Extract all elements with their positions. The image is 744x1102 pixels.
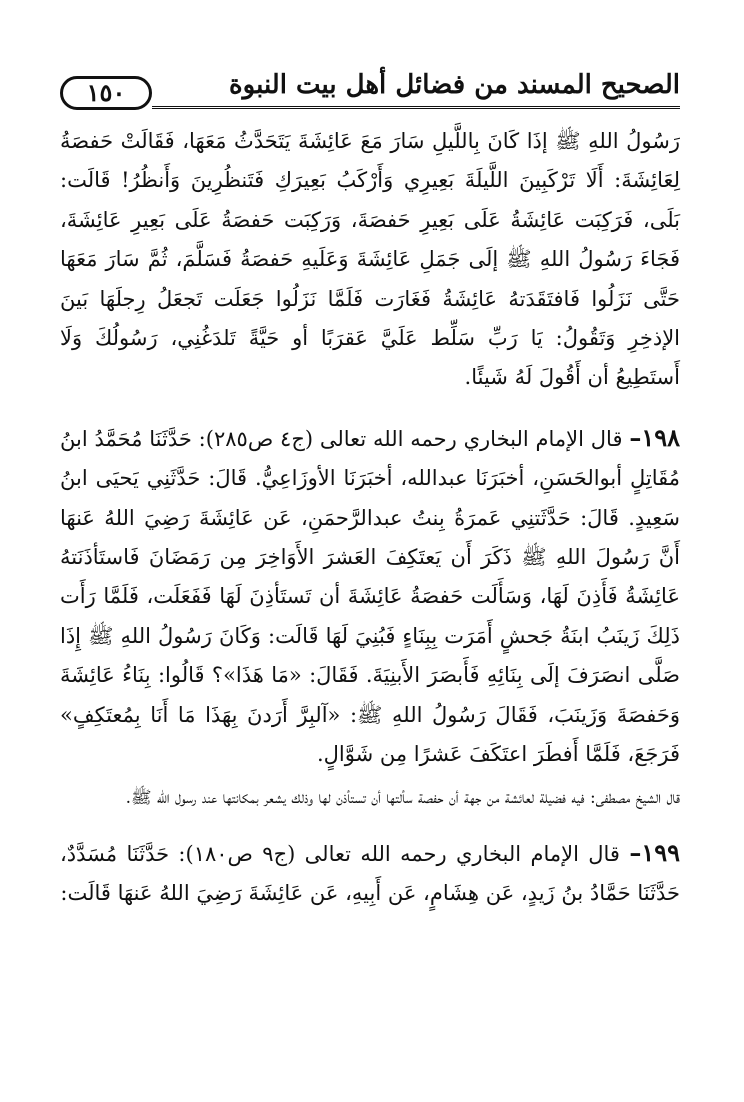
hadith-continuation: رَسُولُ اللهِ ﷺ إذَا كَانَ بِاللَّيلِ سَارَ مَعَ عَائِشَةَ يَتَحَدَّثُ مَعَهَا، فَقَالَتْ حَفصَةُ لِعَائِشَةَ: أَلَا تَرْكَبِينَ اللَّيلَةَ بَعِيرِي وَأَرْكَبُ بَعِيرَكِ فَتَنظُرِينَ وَأَنظُرُ! قَالَت: بَلَى، فَرَكِبَت عَائِشَةُ عَلَى بَعِيرِ حَفصَةَ، وَرَكِبَت حَفصَةُ عَلَى بَعِيرِ عَائِشَةَ، فَجَاءَ رَسُولُ اللهِ ﷺ إلَى جَمَلِ عَائِشَةَ وَعَلَيهِ حَفصَةُ فَسَلَّمَ، ثُمَّ سَارَ مَعَهَا حَتَّى نَزَلُوا فَافتَقَدَتهُ عَائِشَةُ فَغَارَت فَلَمَّا نَزَلُوا جَعَلَت تَجعَلُ رِجلَهَا بَينَ الإذخِرِ وَتَقُولُ: يَا رَبِّ سَلِّط عَلَيَّ عَقرَبًا أو حَيَّةً تَلدَغُنِي، رَسُولُكَ وَلَا أَستَطِيعُ أن أَقُولَ لَهُ شَيئًا. xyxy=(60,129,680,390)
book-title: الصحيح المسند من فضائل أهل بيت النبوة xyxy=(229,70,680,100)
hadith-text: قال الإمام البخاري رحمه الله تعالى (ج٤ ص٢٨٥): حَدَّثَنَا مُحَمَّدُ ابنُ مُقَاتِلٍ أبوالحَسَنِ، أخبَرَنَا عبدالله، أخبَرَنَا الأوزَاعِيُّ. قَالَ: حَدَّثَنِي يَحيَى ابنُ سَعِيدٍ. قَالَ: حَدَّثَتنِي عَمرَةُ بِنتُ عبدالرَّحمَنِ، عَن عَائِشَةَ رَضِيَ اللهُ عَنهَا أَنَّ رَسُولَ اللهِ ﷺ ذَكَرَ أَن يَعتَكِفَ العَشرَ الأَوَاخِرَ مِن رَمَضَانَ فَاستَأذَنَتهُ عَائِشَةُ فَأَذِنَ لَهَا، وَسَأَلَت حَفصَةُ عَائِشَةَ أن تَستَأذِنَ لَهَا فَفَعَلَت، فَلَمَّا رَأَت ذَلِكَ زَينَبُ ابنَةُ جَحشٍ أَمَرَت بِبِنَاءٍ فَبُنِيَ لَهَا قَالَت: وَكَانَ رَسُولُ اللهِ ﷺ إِذَا صَلَّى انصَرَفَ إلَى بِنَائِهِ فَأَبصَرَ الأَبنِيَةَ. فَقَالَ: «مَا هَذَا»؟ قَالُوا: بِنَاءُ عَائِشَةَ وَحَفصَةَ وَزَينَبَ، فَقَالَ رَسُولُ اللهِ ﷺ: «آلبِرَّ أَرَدنَ بِهَذَا مَا أَنَا بِمُعتَكِفٍ» فَرَجَعَ، فَلَمَّا أَفطَرَ اعتَكَفَ عَشرًا مِن شَوَّالٍ. xyxy=(60,426,680,767)
page-body xyxy=(60,122,680,913)
commentary-note: قال الشيخ مصطفى: فيه فضيلة لعائشة من جهة أن حفصة سألتها أن تستأذن لها وذلك يشعر بمكانتها عند رسول الله ﷺ. xyxy=(125,787,680,808)
header-divider xyxy=(152,106,680,109)
hadith-199 xyxy=(60,833,680,914)
hadith-number: ١٩٨– xyxy=(629,422,680,452)
hadith-text: قال الإمام البخاري رحمه الله تعالى (ج٩ ص١٨٠): حَدَّثَنَا مُسَدَّدٌ، حَدَّثَنَا حَمَّادُ بنُ زَيدٍ، عَن هِشَامٍ، عَن أَبِيهِ، عَن عَائِشَةَ رَضِيَ اللهُ عَنهَا قَالَت: xyxy=(60,841,680,905)
page-number-badge: ١٥٠ xyxy=(60,76,152,110)
page-header xyxy=(60,62,680,114)
hadith-number: ١٩٩– xyxy=(629,837,680,867)
hadith-198 xyxy=(60,418,680,775)
